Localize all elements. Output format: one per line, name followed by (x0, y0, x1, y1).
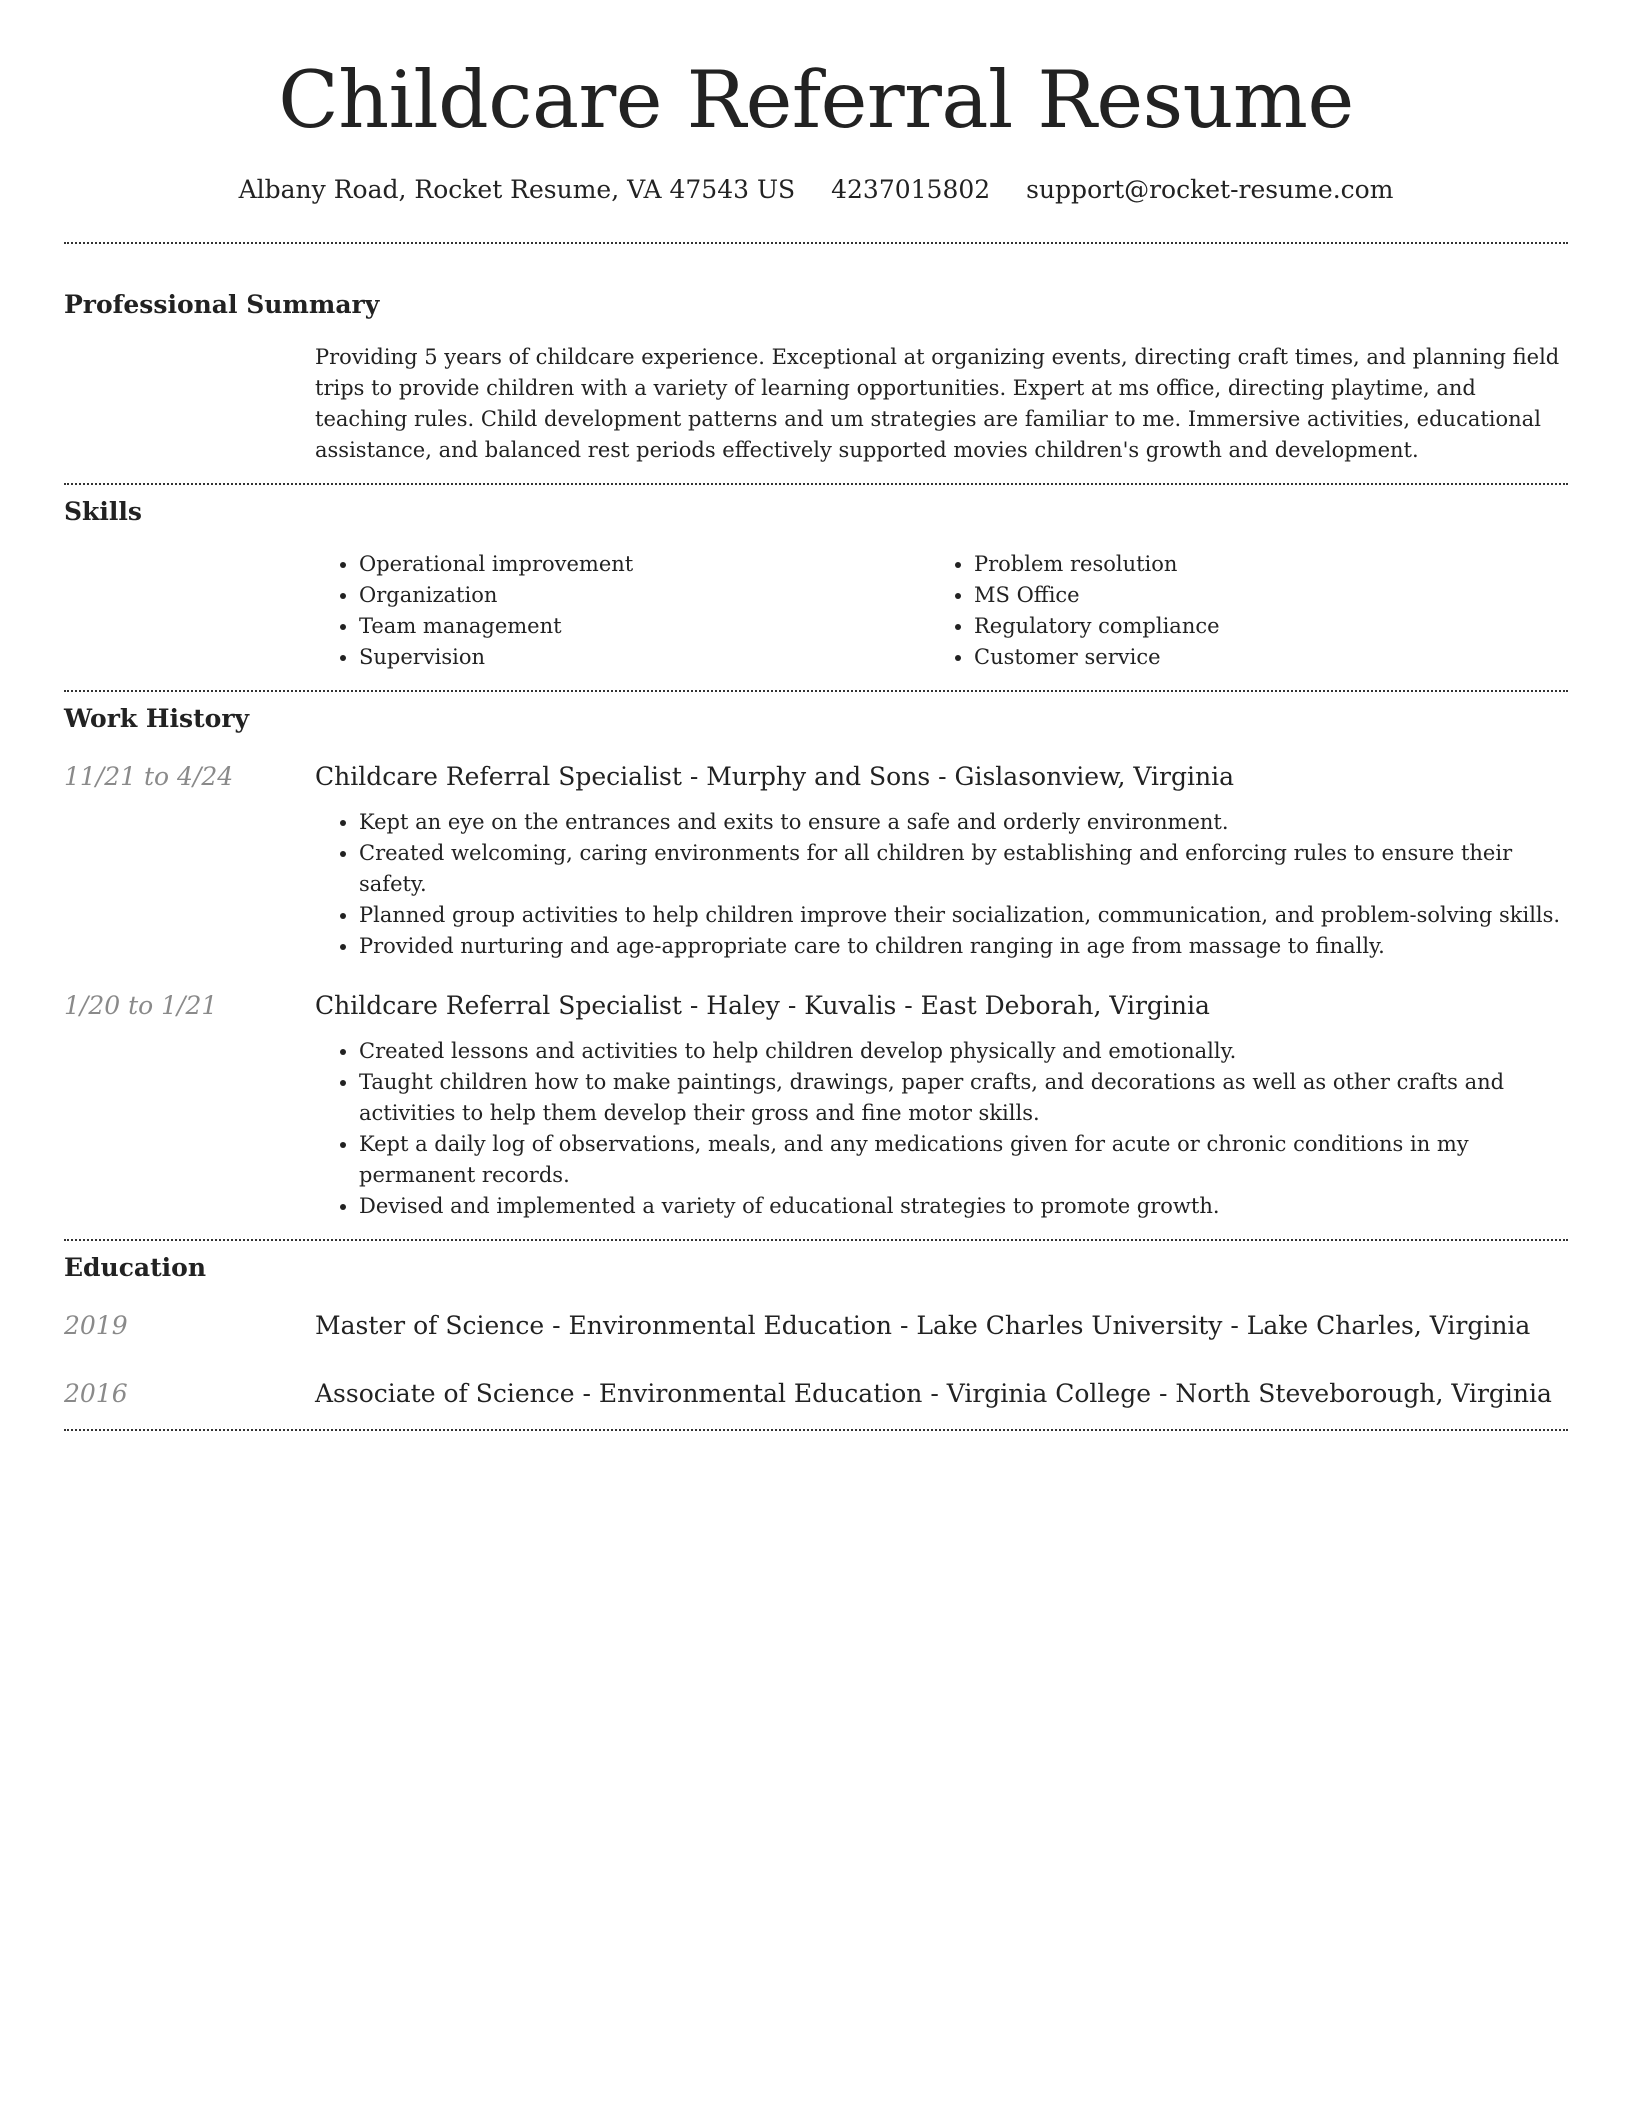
job-bullet: • Planned group activities to help children improve their socialization, communication, and problem-solving skills. (359, 900, 1568, 931)
skills-title: Skills (64, 497, 142, 526)
work-title: Work History (64, 704, 250, 733)
job-heading: Childcare Referral Specialist - Murphy and Sons - Gislasonview, Virginia (315, 762, 1234, 791)
divider-education (64, 1429, 1568, 1431)
job-bullets-row (64, 807, 1568, 962)
divider-work (64, 1239, 1568, 1241)
job-bullet-list (315, 807, 1568, 962)
job-heading: Childcare Referral Specialist - Haley - Kuvalis - East Deborah, Virginia (315, 991, 1210, 1020)
summary-body (315, 342, 1568, 466)
job-bullet: • Created welcoming, caring environments for all children by establishing and enforcing rules to ensure their safety. (359, 838, 1568, 900)
skill-item: • Team management (359, 611, 930, 642)
summary-row (64, 342, 1568, 466)
skills-list-left (315, 549, 930, 673)
divider-skills (64, 690, 1568, 692)
skill-item: • Customer service (974, 642, 1220, 673)
education-entry (64, 1378, 1568, 1410)
education-entry (64, 1310, 1568, 1342)
summary-section (64, 289, 1568, 466)
skills-section (64, 496, 1568, 673)
skill-item: • Regulatory compliance (974, 611, 1220, 642)
job-dates: 11/21 to 4/24 (64, 762, 234, 791)
contact-address: Albany Road, Rocket Resume, VA 47543 US (238, 175, 796, 204)
divider-header (64, 242, 1568, 244)
education-heading: Master of Science - Environmental Education - Lake Charles University - Lake Charles, Virginia (315, 1311, 1531, 1340)
job-dates: 1/20 to 1/21 (64, 991, 218, 1020)
job-entry (64, 990, 1568, 1222)
job-bullet: • Taught children how to make paintings, drawings, paper crafts, and decorations as well as other crafts and activities to help them develop their gross and fine motor skills. (359, 1067, 1568, 1129)
summary-text: Providing 5 years of childcare experience. Exceptional at organizing events, directing craft times, and planning field trips to provide children with a variety of learning opportunities. Expert at ms office, directing playtime, and teaching rules. Child development patterns and um strategies are familiar to me. Immersive activities, educational assistance, and balanced rest periods effectively supported movies children's growth and development. (315, 345, 1560, 462)
skill-item: • Supervision (359, 642, 930, 673)
job-bullets-row (64, 1036, 1568, 1222)
contact-email: support@rocket-resume.com (1026, 175, 1394, 204)
job-spacer (64, 807, 315, 962)
contact-line (64, 174, 1568, 206)
job-bullets (315, 807, 1568, 962)
job-header-row (64, 990, 1568, 1022)
skill-item: • Operational improvement (359, 549, 930, 580)
job-entry (64, 761, 1568, 962)
skill-item: • MS Office (974, 580, 1220, 611)
education-year: 2019 (64, 1311, 128, 1340)
contact-phone: 4237015802 (831, 175, 991, 204)
education-heading: Associate of Science - Environmental Education - Virginia College - North Steveborough, Virginia (315, 1379, 1552, 1408)
job-bullet: • Created lessons and activities to help children develop physically and emotionally. (359, 1036, 1568, 1067)
skills-spacer (64, 549, 315, 673)
work-section (64, 703, 1568, 1222)
education-section (64, 1252, 1568, 1410)
job-bullet-list (315, 1036, 1568, 1222)
job-bullet: • Kept a daily log of observations, meals, and any medications given for acute or chronic conditions in my permanent records. (359, 1129, 1568, 1191)
education-title: Education (64, 1253, 207, 1282)
job-header-row (64, 761, 1568, 793)
divider-summary (64, 483, 1568, 485)
job-bullet: • Kept an eye on the entrances and exits to ensure a safe and orderly environment. (359, 807, 1568, 838)
skill-item: • Problem resolution (974, 549, 1220, 580)
summary-spacer (64, 342, 315, 466)
job-bullet: • Provided nurturing and age-appropriate care to children ranging in age from massage to finally. (359, 931, 1568, 962)
education-year: 2016 (64, 1379, 128, 1408)
skills-lists (315, 549, 1568, 673)
skills-row (64, 549, 1568, 673)
skill-item: • Organization (359, 580, 930, 611)
job-bullet: • Devised and implemented a variety of educational strategies to promote growth. (359, 1191, 1568, 1222)
resume-name: Childcare Referral Resume (278, 54, 1354, 146)
summary-title: Professional Summary (64, 290, 380, 319)
job-bullets (315, 1036, 1568, 1222)
job-spacer (64, 1036, 315, 1222)
skills-list-right (930, 549, 1220, 673)
